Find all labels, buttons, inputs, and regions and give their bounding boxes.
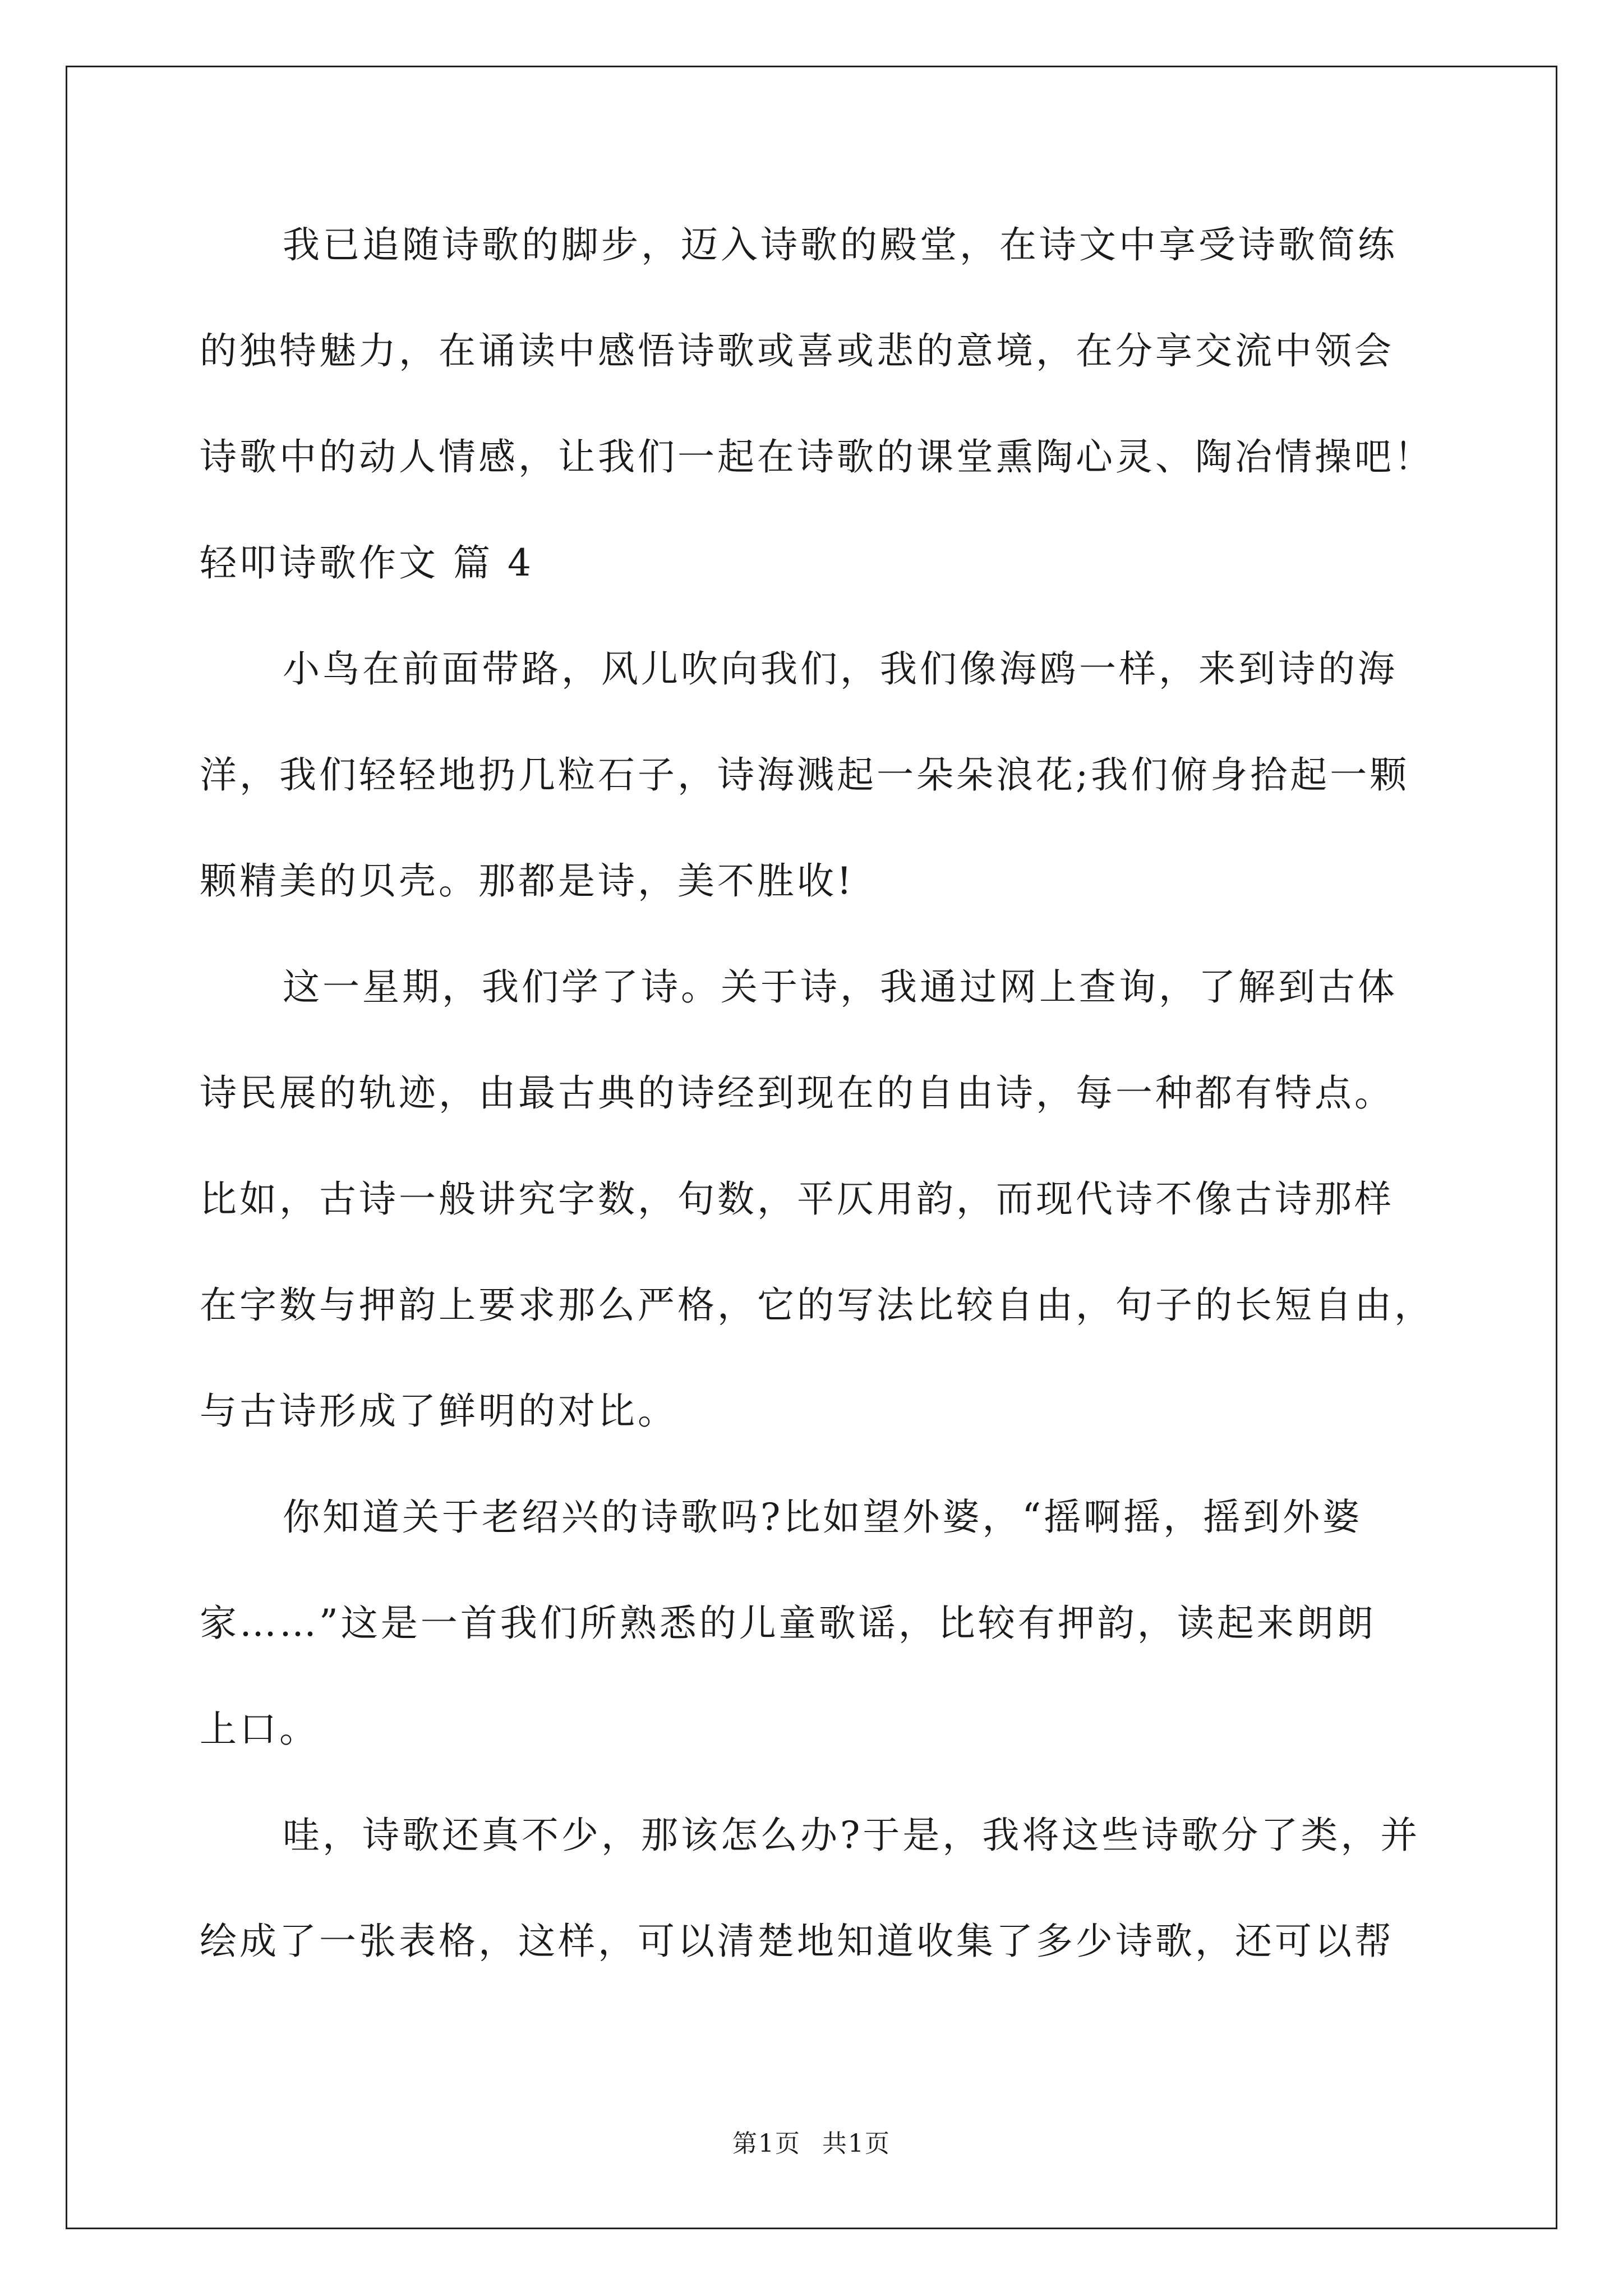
- paragraph-line: 小鸟在前面带路，风儿吹向我们，我们像海鸥一样，来到诗的海: [283, 647, 1398, 691]
- paragraph-line: 与古诗形成了鲜明的对比。: [200, 1389, 677, 1433]
- paragraph-line: 这一星期，我们学了诗。关于诗，我通过网上查询，了解到古体: [283, 965, 1398, 1009]
- paragraph-line: 哇，诗歌还真不少，那该怎么办?于是，我将这些诗歌分了类，并: [283, 1814, 1421, 1857]
- paragraph-line: 诗歌中的动人情感，让我们一起在诗歌的课堂熏陶心灵、陶冶情操吧！: [200, 435, 1434, 478]
- paragraph-line: 我已追随诗歌的脚步，迈入诗歌的殿堂，在诗文中享受诗歌简练: [283, 223, 1398, 266]
- page-total: 共1页: [822, 2129, 891, 2158]
- paragraph-line: 颗精美的贝壳。那都是诗，美不胜收!: [200, 859, 855, 903]
- paragraph-line: 的独特魅力，在诵读中感悟诗歌或喜或悲的意境，在分享交流中领会: [200, 329, 1394, 372]
- page-footer: [0, 2123, 1623, 2159]
- paragraph-line: 家……”这是一首我们所熟悉的儿童歌谣，比较有押韵，读起来朗朗: [200, 1602, 1376, 1645]
- paragraph-line: 比如，古诗一般讲究字数，句数，平仄用韵，而现代诗不像古诗那样: [200, 1177, 1394, 1221]
- page-number: 第1页: [732, 2129, 801, 2158]
- section-heading: 轻叩诗歌作文 篇 4: [200, 541, 534, 585]
- document-body: [200, 210, 1434, 2012]
- paragraph-line: 诗民展的轨迹，由最古典的诗经到现在的自由诗，每一种都有特点。: [200, 1071, 1394, 1115]
- paragraph-line: 在字数与押韵上要求那么严格，它的写法比较自由，句子的长短自由，: [200, 1283, 1434, 1327]
- paragraph-line: 你知道关于老绍兴的诗歌吗?比如望外婆，“摇啊摇，摇到外婆: [283, 1496, 1363, 1539]
- paragraph-line: 洋，我们轻轻地扔几粒石子，诗海溅起一朵朵浪花;我们俯身拾起一颗: [200, 753, 1410, 797]
- paragraph-line: 上口。: [200, 1708, 319, 1751]
- paragraph-line: 绘成了一张表格，这样，可以清楚地知道收集了多少诗歌，还可以帮: [200, 1920, 1394, 1963]
